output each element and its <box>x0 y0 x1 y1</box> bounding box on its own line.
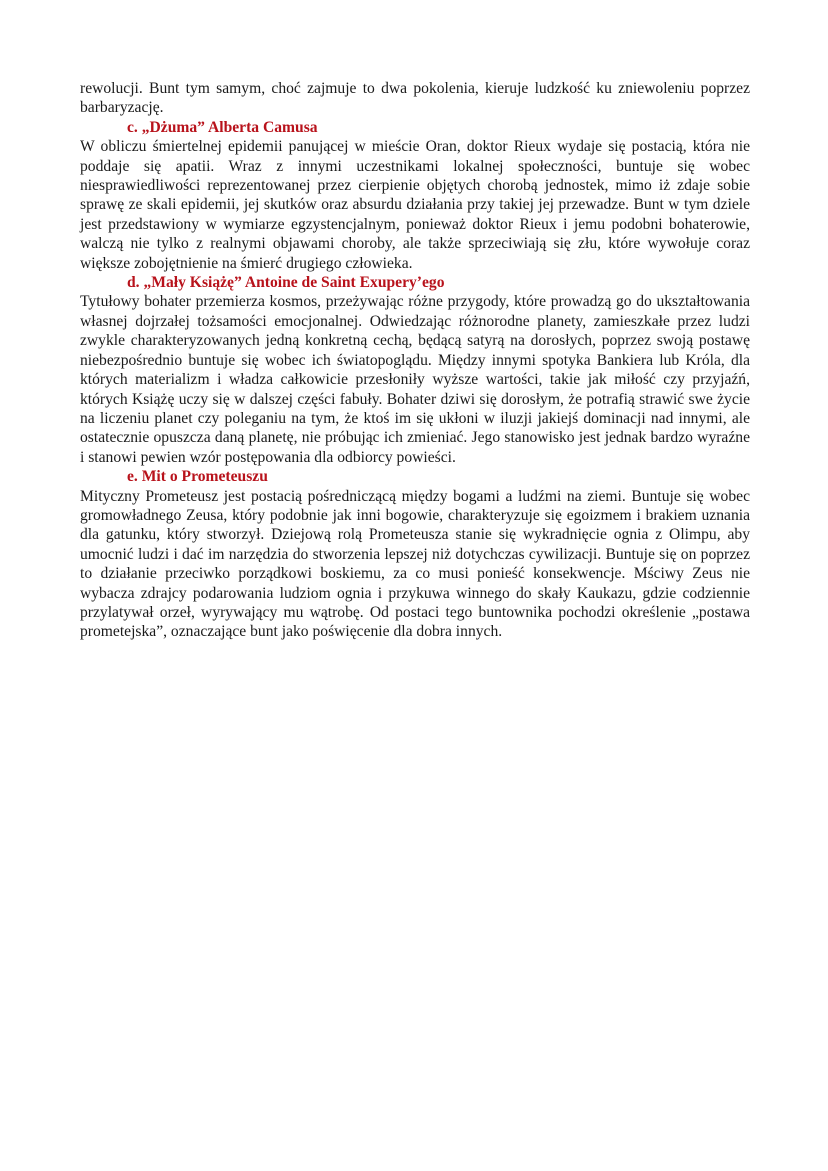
intro-paragraph: rewolucji. Bunt tym samym, choć zajmuje to dwa pokolenia, kieruje ludzkość ku zniewoleniu poprzez barbaryzację. <box>80 80 750 117</box>
section-heading-maly-ksiaze: d. „Mały Książę” Antoine de Saint Exupery’ego <box>127 274 445 292</box>
section-heading-prometeusz: e. Mit o Prometeuszu <box>127 468 268 486</box>
section-heading-dzuma: c. „Dżuma” Alberta Camusa <box>127 118 318 136</box>
document-page <box>80 79 750 642</box>
section-text-prometeusz: Mityczny Prometeusz jest postacią pośredniczącą między bogami a ludźmi na ziemi. Buntuje się wobec gromowładnego Zeusa, który podobnie jak inni bogowie, charakteryzuje się egoizmem i brakiem uznania dla gatunku, który stworzył. Dziejową rolą Prometeusza stanie się wykradnięcie ognia z Olimpu, aby umocnić ludzi i dać im narzędzia do stworzenia lepszej niż dotychczas cywilizacji. Buntuje się on poprzez to działanie przeciwko porządkowi boskiemu, za co musi ponieść konsekwencje. Mściwy Zeus nie wybacza zdrajcy podarowania ludziom ognia i przykuwa winnego do skały Kaukazu, gdzie codziennie przylatywał orzeł, wyrywający mu wątrobę. Od postaci tego buntownika pochodzi określenie „postawa prometejska”, oznaczające bunt jako poświęcenie dla dobra innych. <box>80 487 750 641</box>
section-text-maly-ksiaze: Tytułowy bohater przemierza kosmos, przeżywając różne przygody, które prowadzą go do ukształtowania własnej dojrzałej tożsamości emocjonalnej. Odwiedzając różnorodne planety, zamieszkałe przez ludzi zwykle charakteryzowanych jedną konkretną cechą, będącą satyrą na dorosłych, poprzez swoją postawę niebezpośrednio buntuje się wobec ich światopoglądu. Między innymi spotyka Bankiera lub Króla, dla których materializm i władza całkowicie przesłoniły wyższe wartości, takie jak miłość czy przyjaźń, których Książę uczy się w dalszej części fabuły. Bohater dziwi się dorosłym, że potrafią strawić swe życie na liczeniu planet czy poleganiu na tym, że ktoś im się ukłoni w iluzji jakiejś dominacji nad innymi, ale ostatecznie opuszcza daną planetę, nie próbując ich zmieniać. Jego stanowisko jest jednak bardzo wyraźne i stanowi pewien wzór postępowania dla odbiorcy powieści. <box>80 293 750 466</box>
section-text-dzuma: W obliczu śmiertelnej epidemii panującej w mieście Oran, doktor Rieux wydaje się postacią, która nie poddaje się apatii. Wraz z innymi uczestnikami lokalnej społeczności, buntuje się wobec niesprawiedliwości reprezentowanej przez cierpienie objętych chorobą jednostek, mimo iż zdaje sobie sprawę ze skali epidemii, jej skutków oraz absurdu działania przy takiej jej przewadze. Bunt w tym dziele jest przedstawiony w wymiarze egzystencjalnym, ponieważ doktor Rieux i jemu podobni bohaterowie, walczą nie tylko z realnymi objawami choroby, ale także sprzeciwiają się złu, które wywołuje coraz większe zobojętnienie na śmierć drugiego człowieka. <box>80 138 750 272</box>
